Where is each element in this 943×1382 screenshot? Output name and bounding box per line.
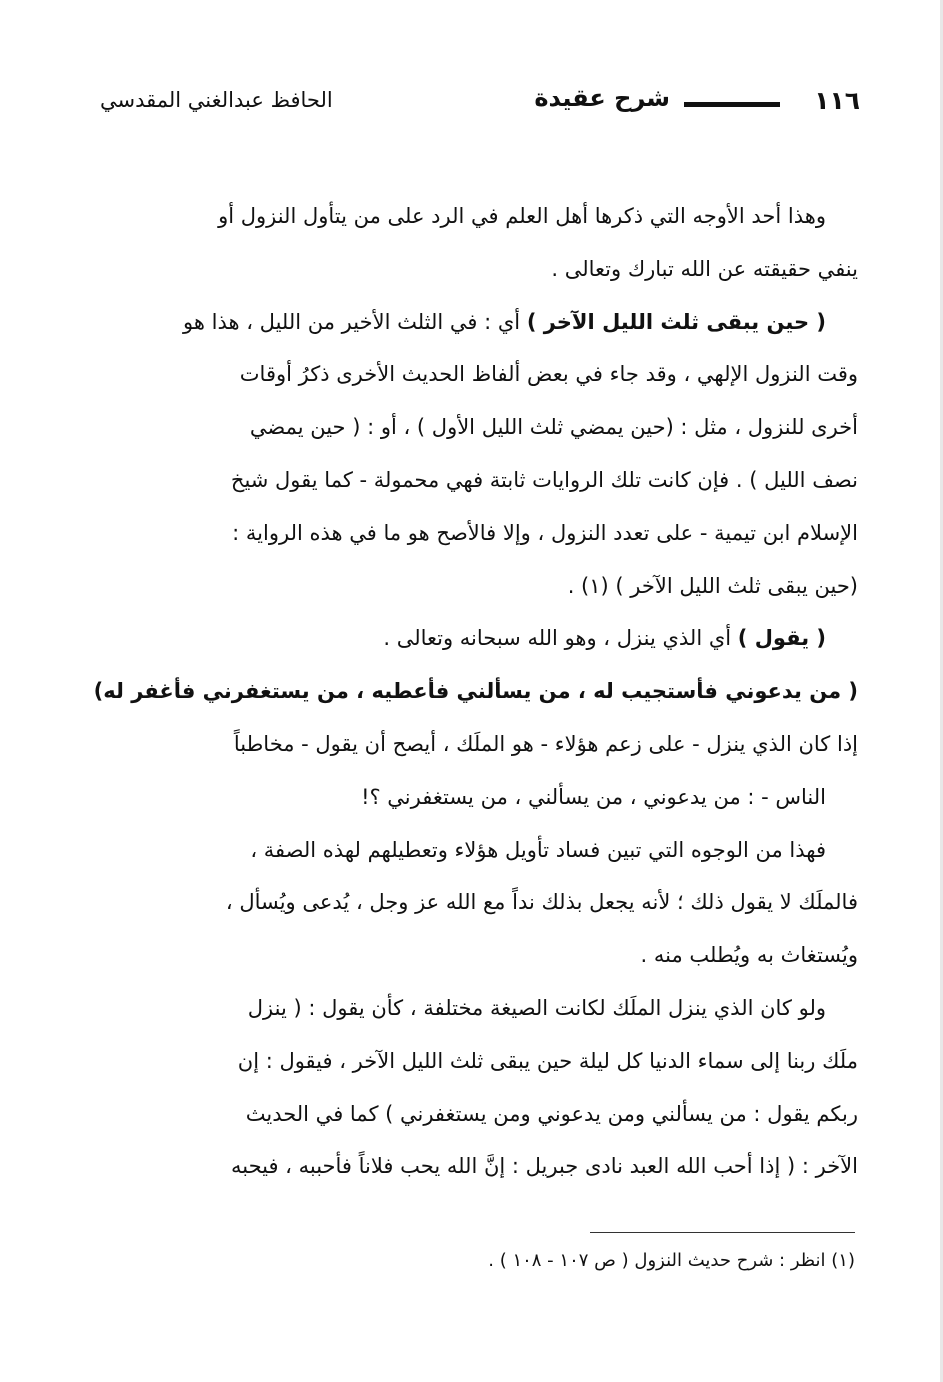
text-line: ينفي حقيقته عن الله تبارك وتعالى .	[551, 256, 858, 281]
quoted-hadith-bold: ( حين يبقى ثلث الليل الآخر )	[526, 309, 826, 334]
body-text	[88, 190, 858, 1193]
text-line: ويُستغاث به ويُطلب منه .	[640, 943, 858, 968]
text-line: إذا كان الذي ينزل - على زعم هؤلاء - هو الملَك ، أيصح أن يقول - مخاطباً	[233, 731, 858, 756]
text-segment: أي : في الثلث الأخير من الليل ، هذا هو	[183, 309, 527, 334]
text-line	[88, 612, 858, 665]
footnote-divider	[590, 1232, 855, 1233]
text-line: الآخر : ( إذا أحب الله العبد نادى جبريل : إنَّ الله يحب فلاناً فأحببه ، فيحبه	[230, 1154, 858, 1179]
text-line: ولو كان الذي ينزل الملَك لكانت الصيغة مختلفة ، كأن يقول : ( ينزل	[247, 995, 826, 1020]
header-title: شرح عقيدة	[534, 84, 670, 112]
text-line: (حين يبقى ثلث الليل الآخر ) (١) .	[567, 573, 858, 598]
text-line: الناس - : من يدعوني ، من يسألني ، من يستغفرني ؟!	[361, 784, 826, 809]
text-line: نصف الليل ) . فإن كانت تلك الروايات ثابتة فهي محمولة - كما يقول شيخ	[230, 467, 858, 492]
header-author: الحافظ عبدالغني المقدسي	[100, 88, 333, 112]
quoted-hadith-bold: ( من يدعوني فأستجيب له ، من يسألني فأعطيه ، من يستغفرني فأغفر له)	[93, 679, 858, 704]
text-line: أخرى للنزول ، مثل : (حين يمضي ثلث الليل الأول ) ، أو : ( حين يمضي	[249, 415, 858, 440]
header-rule	[684, 102, 780, 107]
text-line: وقت النزول الإلهي ، وقد جاء في بعض ألفاظ الحديث الأخرى ذكرُ أوقات	[239, 362, 858, 387]
text-line	[88, 665, 858, 718]
page-number: ١١٦	[814, 86, 860, 115]
text-segment: أي الذي ينزل ، وهو الله سبحانه وتعالى .	[383, 626, 738, 651]
text-line: ملَك ربنا إلى سماء الدنيا كل ليلة حين يبقى ثلث الليل الآخر ، فيقول : إن	[237, 1048, 858, 1073]
page-header	[100, 84, 860, 128]
text-line: فهذا من الوجوه التي تبين فساد تأويل هؤلاء وتعطيلهم لهذه الصفة ،	[250, 837, 826, 862]
footnote: (١) انظر : شرح حديث النزول ( ص ١٠٧ - ١٠٨ ) .	[488, 1250, 855, 1271]
text-line: فالملَك لا يقول ذلك ؛ لأنه يجعل بذلك نداً مع الله عز وجل ، يُدعى ويُسأل ،	[225, 890, 858, 915]
text-line	[88, 296, 858, 349]
text-line: الإسلام ابن تيمية - على تعدد النزول ، وإلا فالأصح هو ما في هذه الرواية :	[232, 520, 858, 545]
quoted-hadith-bold: ( يقول )	[737, 626, 826, 651]
text-line: وهذا أحد الأوجه التي ذكرها أهل العلم في الرد على من يتأول النزول أو	[218, 204, 826, 228]
text-line: ربكم يقول : من يسألني ومن يدعوني ومن يستغفرني ) كما في الحديث	[245, 1101, 858, 1126]
